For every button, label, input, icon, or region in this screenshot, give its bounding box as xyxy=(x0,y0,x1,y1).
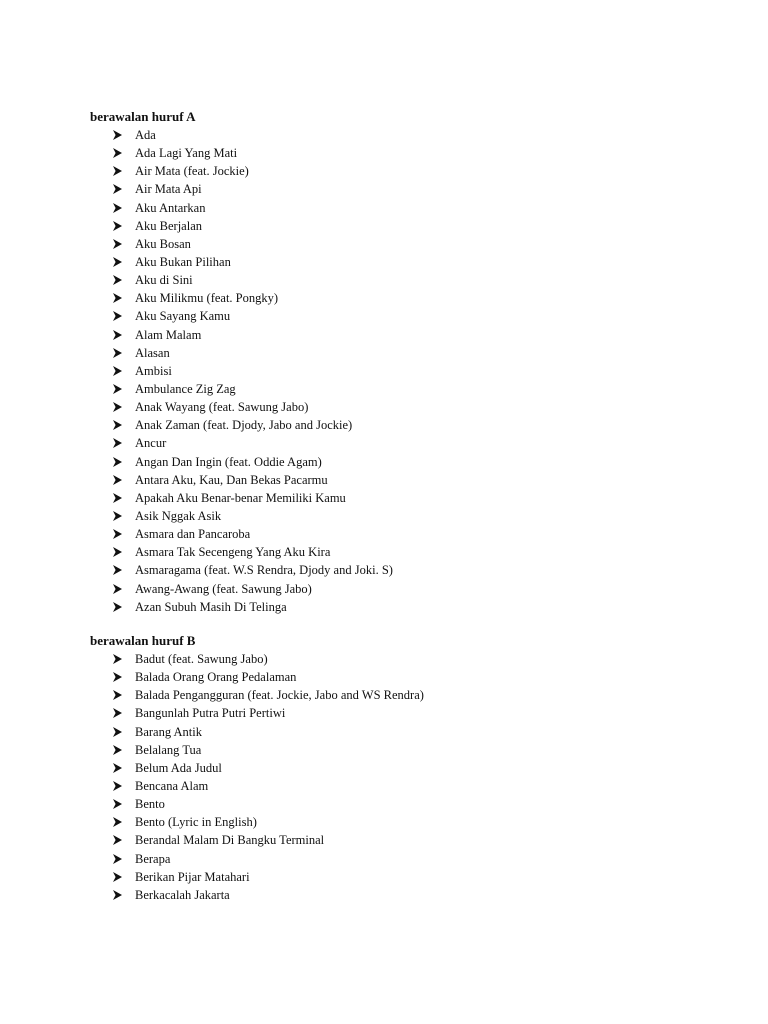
arrowhead-bullet-icon xyxy=(113,275,122,285)
song-title: Ambulance Zig Zag xyxy=(135,381,236,396)
song-title: Awang-Awang (feat. Sawung Jabo) xyxy=(135,581,312,596)
arrowhead-bullet-icon xyxy=(113,402,122,412)
section-a xyxy=(90,108,393,616)
song-title: Berkacalah Jakarta xyxy=(135,887,230,902)
song-title: Air Mata (feat. Jockie) xyxy=(135,164,249,179)
song-title: Ambisi xyxy=(135,363,172,378)
song-title: Anak Wayang (feat. Sawung Jabo) xyxy=(135,400,309,415)
song-title: Bento xyxy=(135,797,165,812)
song-title: Angan Dan Ingin (feat. Oddie Agam) xyxy=(135,454,322,469)
list-item xyxy=(90,434,195,452)
arrowhead-bullet-icon xyxy=(113,708,122,718)
arrowhead-bullet-icon xyxy=(113,148,122,158)
list-item xyxy=(90,144,238,162)
arrowhead-bullet-icon xyxy=(113,672,122,682)
list-item xyxy=(90,868,250,886)
song-title: Aku Bukan Pilihan xyxy=(135,254,231,269)
song-title: Balada Orang Orang Pedalaman xyxy=(135,670,297,685)
song-title: Apakah Aku Benar-benar Memiliki Kamu xyxy=(135,490,346,505)
arrowhead-bullet-icon xyxy=(113,493,122,503)
arrowhead-bullet-icon xyxy=(113,221,122,231)
song-title: Aku di Sini xyxy=(135,273,193,288)
song-title: Asmara Tak Secengeng Yang Aku Kira xyxy=(135,545,331,560)
song-title: Alam Malam xyxy=(135,327,202,342)
arrowhead-bullet-icon xyxy=(113,690,122,700)
arrowhead-bullet-icon xyxy=(113,872,122,882)
list-item xyxy=(90,180,202,198)
arrowhead-bullet-icon xyxy=(113,203,122,213)
song-title: Azan Subuh Masih Di Telinga xyxy=(135,599,287,614)
list-item xyxy=(90,453,322,471)
song-title: Aku Antarkan xyxy=(135,200,206,215)
section-heading: berawalan huruf B xyxy=(90,633,196,648)
song-title: Ada xyxy=(135,128,156,142)
song-title: Asmaragama (feat. W.S Rendra, Djody and Joki. S) xyxy=(135,563,393,578)
list-item xyxy=(90,362,195,380)
song-title: Asik Nggak Asik xyxy=(135,508,222,523)
list-item xyxy=(90,831,325,849)
list-item xyxy=(90,850,195,868)
arrowhead-bullet-icon xyxy=(113,763,122,773)
song-title: Aku Sayang Kamu xyxy=(135,309,231,324)
arrowhead-bullet-icon xyxy=(113,854,122,864)
list-item xyxy=(90,326,202,344)
list-item xyxy=(90,598,287,616)
list-item xyxy=(90,704,286,722)
song-title: Barang Antik xyxy=(135,724,203,739)
arrowhead-bullet-icon xyxy=(113,835,122,845)
song-title: Bento (Lyric in English) xyxy=(135,815,257,830)
list-item xyxy=(90,561,393,579)
arrowhead-bullet-icon xyxy=(113,166,122,176)
arrowhead-bullet-icon xyxy=(113,130,122,140)
list-item xyxy=(90,668,297,686)
arrowhead-bullet-icon xyxy=(113,257,122,267)
song-title: Aku Berjalan xyxy=(135,218,202,233)
arrowhead-bullet-icon xyxy=(113,348,122,358)
list-item xyxy=(90,686,424,704)
list-item xyxy=(90,543,331,561)
song-title: Berikan Pijar Matahari xyxy=(135,869,250,884)
list-item xyxy=(90,380,236,398)
list-item xyxy=(90,489,346,507)
song-title: Balada Pengangguran (feat. Jockie, Jabo and WS Rendra) xyxy=(135,688,424,703)
song-title: Bencana Alam xyxy=(135,778,209,793)
list-item xyxy=(90,289,279,307)
song-title: Air Mata Api xyxy=(135,182,202,197)
list-item xyxy=(90,271,195,289)
arrowhead-bullet-icon xyxy=(113,311,122,321)
list-item xyxy=(90,398,309,416)
arrowhead-bullet-icon xyxy=(113,384,122,394)
song-title: Berandal Malam Di Bangku Terminal xyxy=(135,833,325,848)
arrowhead-bullet-icon xyxy=(113,239,122,249)
song-title: Aku Milikmu (feat. Pongky) xyxy=(135,291,279,306)
list-item xyxy=(90,759,222,777)
arrowhead-bullet-icon xyxy=(113,781,122,791)
song-title: Anak Zaman (feat. Djody, Jabo and Jockie) xyxy=(135,418,353,433)
song-title: Berapa xyxy=(135,851,171,866)
arrowhead-bullet-icon xyxy=(113,366,122,376)
arrowhead-bullet-icon xyxy=(113,584,122,594)
song-title: Alasan xyxy=(135,345,170,360)
list-item xyxy=(90,795,195,813)
list-item xyxy=(90,253,231,271)
arrowhead-bullet-icon xyxy=(113,602,122,612)
arrowhead-bullet-icon xyxy=(113,293,122,303)
song-title: Belalang Tua xyxy=(135,742,202,757)
list-item xyxy=(90,307,231,325)
song-title: Antara Aku, Kau, Dan Bekas Pacarmu xyxy=(135,472,328,487)
arrowhead-bullet-icon xyxy=(113,799,122,809)
arrowhead-bullet-icon xyxy=(113,890,122,900)
arrowhead-bullet-icon xyxy=(113,184,122,194)
arrowhead-bullet-icon xyxy=(113,438,122,448)
list-item xyxy=(90,741,202,759)
arrowhead-bullet-icon xyxy=(113,547,122,557)
arrowhead-bullet-icon xyxy=(113,529,122,539)
song-title: Ada Lagi Yang Mati xyxy=(135,146,238,161)
arrowhead-bullet-icon xyxy=(113,475,122,485)
arrowhead-bullet-icon xyxy=(113,420,122,430)
list-item xyxy=(90,525,251,543)
list-item xyxy=(90,344,195,362)
section-heading: berawalan huruf A xyxy=(90,109,196,124)
list-item xyxy=(90,126,195,144)
arrowhead-bullet-icon xyxy=(113,745,122,755)
list-item xyxy=(90,217,202,235)
arrowhead-bullet-icon xyxy=(113,511,122,521)
song-list xyxy=(90,650,424,904)
list-item xyxy=(90,235,195,253)
song-title: Asmara dan Pancaroba xyxy=(135,527,251,542)
song-title: Badut (feat. Sawung Jabo) xyxy=(135,652,268,666)
list-item xyxy=(90,723,203,741)
arrowhead-bullet-icon xyxy=(113,330,122,340)
song-title: Belum Ada Judul xyxy=(135,760,222,775)
song-title: Bangunlah Putra Putri Pertiwi xyxy=(135,706,286,721)
arrowhead-bullet-icon xyxy=(113,817,122,827)
song-title: Aku Bosan xyxy=(135,236,191,251)
arrowhead-bullet-icon xyxy=(113,654,122,664)
section-b xyxy=(90,632,424,904)
list-item xyxy=(90,650,268,668)
list-item xyxy=(90,416,353,434)
list-item xyxy=(90,580,312,598)
arrowhead-bullet-icon xyxy=(113,727,122,737)
list-item xyxy=(90,813,257,831)
song-list xyxy=(90,126,393,616)
song-title: Ancur xyxy=(135,436,167,451)
list-item xyxy=(90,507,222,525)
list-item xyxy=(90,162,249,180)
arrowhead-bullet-icon xyxy=(113,565,122,575)
list-item xyxy=(90,777,209,795)
list-item xyxy=(90,471,328,489)
list-item xyxy=(90,199,206,217)
arrowhead-bullet-icon xyxy=(113,457,122,467)
list-item xyxy=(90,886,230,904)
